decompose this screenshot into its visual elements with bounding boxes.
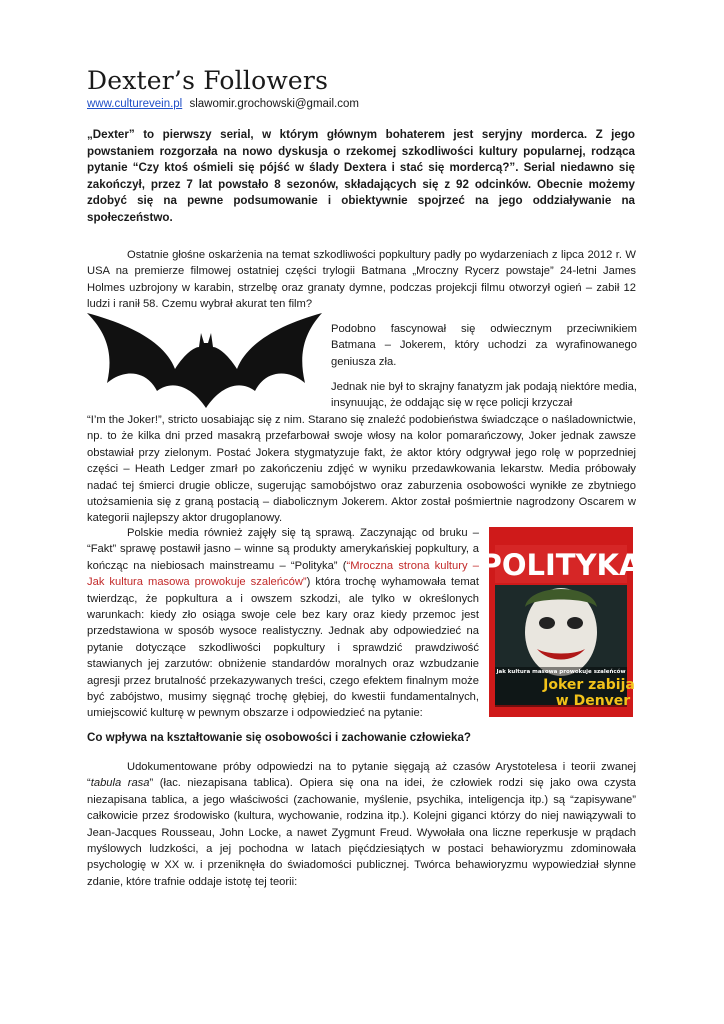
tabula-rasa-text-1: Udokumentowane próby odpowiedzi na to pytanie sięgają aż czasów Arystotelesa i teorii zwanej “	[87, 761, 636, 790]
section-heading: Co wpływa na kształtowanie się osobowości i zachowanie człowieka?	[87, 731, 471, 744]
cover-tagline: Jak kultura masowa prowokuje szaleńców	[496, 669, 626, 675]
website-link[interactable]: www.culturevein.pl	[87, 98, 183, 110]
paragraph-heath-ledger: “I’m the Joker!”, stricto uosabiając się z nim. Starano się znaleźć podobieństwa świadczące o naśladownictwie, np. to że kilka dni przed masakrą przefarbował swoje włosy na kolor pomarańczowy, Joker jednak zawsze obstawiał przy zielonym. Postać Jokera stygmatyzuje fakt, że aktor który odgrywał jego rolę w poprzedniej części – Heath Ledger zmarł po zakończeniu zdjęć w wyniku przedawkowania lekarstw. Media próbowały nadać tej śmierci drugie oblicze, sugerując samobójstwo oraz zaburzenia osobowości wynikłe ze zbytniego utożsamienia się z graną postacią – diabolicznym Jokerem. Aktor został pośmiertnie nagrodzony Oscarem w kategorii najlepszy aktor drugoplanowy.	[87, 414, 636, 525]
cover-headline-1: Joker zabija	[543, 677, 635, 693]
author-email: slawomir.grochowski@gmail.com	[189, 98, 359, 110]
cover-headline-2: w Denver	[555, 693, 631, 709]
paragraph-tabula-rasa	[87, 759, 636, 890]
batman-logo-image	[87, 313, 322, 408]
cover-masthead: POLITYKA	[480, 548, 642, 582]
polish-media-text-2: ) która trochę wyhamowała temat twierdząc, że popkultura a i owszem szkodzi, ale tylko w określonych warunkach: kiedy zło osiąga swoje cele bez kary oraz kiedy przemoc jest przedstawiona w sposób wysoce realistyczny. Jednak aby odpowiedzieć na pytanie dotyczące szkodliwości popkultury i sprawdzić prawdziwość stawianych jej zarzutów: obniżenie standardów moralnych oraz wzbudzanie agresji przez brutalność przekazywanych treści, czego efektem finalnym może być zabójstwo, musimy sięgnąć trochę głębiej, do kwestii fundamentalnych, umiejscowić kulturę w pewnym obszarze i odpowiedzieć na pytanie:	[87, 576, 479, 720]
tabula-rasa-text-2: ” (łac. niezapisana tablica). Opiera się ona na idei, że człowiek rodzi się jako owa czysta niezapisana tablica, a jego właściwości (zachowanie, myślenie, psychika, inteligencja itp.) są “zapisywane” całkowicie przez środowisko (kultura, wychowanie, rodzina itp.). Kolejni giganci którzy do niej nawiązywali to Jean-Jacques Rousseau, John Locke, a nawet Zygmunt Freud. Wywołała ona liczne reperkusje w prądach myślowych ludzkości, a jej pochodna w latach pięćdziesiątych w postaci behawioryzmu zdominowała psychologię w XX w. i przeniknęła do świadomości publicznej. Twórca behawioryzmu wypowiedział słynne zdanie, które trafnie oddaje istotę tej teorii:	[87, 777, 637, 888]
paragraph-intro: Ostatnie głośne oskarżenia na temat szkodliwości popkultury padły po wydarzeniach z lipca 2012 r. W USA na premierze filmowej ostatniej części trylogii Batmana „Mroczny Rycerz powstaje” 24-letni James Holmes uzbrojony w karabin, strzelbę oraz granaty dymne, podczas projekcji filmu otworzył ogień – zabił 12 ludzi i ranił 58. Czemu wybrał akurat ten film?	[87, 249, 636, 311]
tabula-rasa-term: tabula rasa	[90, 777, 150, 790]
polityka-article-quote: “Mroczna strona kultury – Jak kultura masowa prowokuje szaleńców”	[87, 559, 480, 589]
article-title: Dexter’s Followers	[87, 66, 329, 95]
polityka-cover-image	[480, 527, 642, 717]
polish-media-text-1: Polskie media również zajęły się tą sprawą. Zaczynając od bruku – “Fakt” sprawę postawił jasno – winne są produkty amerykańskiej popkultury, a kończąc na niebiosach mainstreamu – “Polityka” (	[87, 527, 479, 572]
lead-paragraph: „Dexter” to pierwszy serial, w którym głównym bohaterem jest seryjny morderca. Z jego powstaniem rozgorzała na nowo dyskusja o rzekomej szkodliwości kultury popularnej, rodząca pytanie “Czy ktoś ośmieli się pójść w ślady Dextera i stać się mordercą?”. Serial niedawno się zakończył, przez 7 lat powstało 8 sezonów, składających się z 92 odcinków. Obecnie możemy zdobyć się na pewne podsumowanie i obiektywnie spojrzeć na jego oddziaływanie na społeczeństwo.	[87, 128, 635, 224]
paragraph-fanatism: Jednak nie był to skrajny fanatyzm jak podają niektóre media, insynuując, że oddając się w ręce policji krzyczał	[331, 381, 637, 410]
polityka-cover-art	[480, 527, 642, 717]
author-meta	[87, 98, 359, 110]
paragraph-joker: Podobno fascynował się odwiecznym przeciwnikiem Batmana – Jokerem, który uchodzi za wyrafinowanego geniusza zła.	[331, 323, 637, 368]
paragraph-polish-media	[87, 525, 479, 722]
